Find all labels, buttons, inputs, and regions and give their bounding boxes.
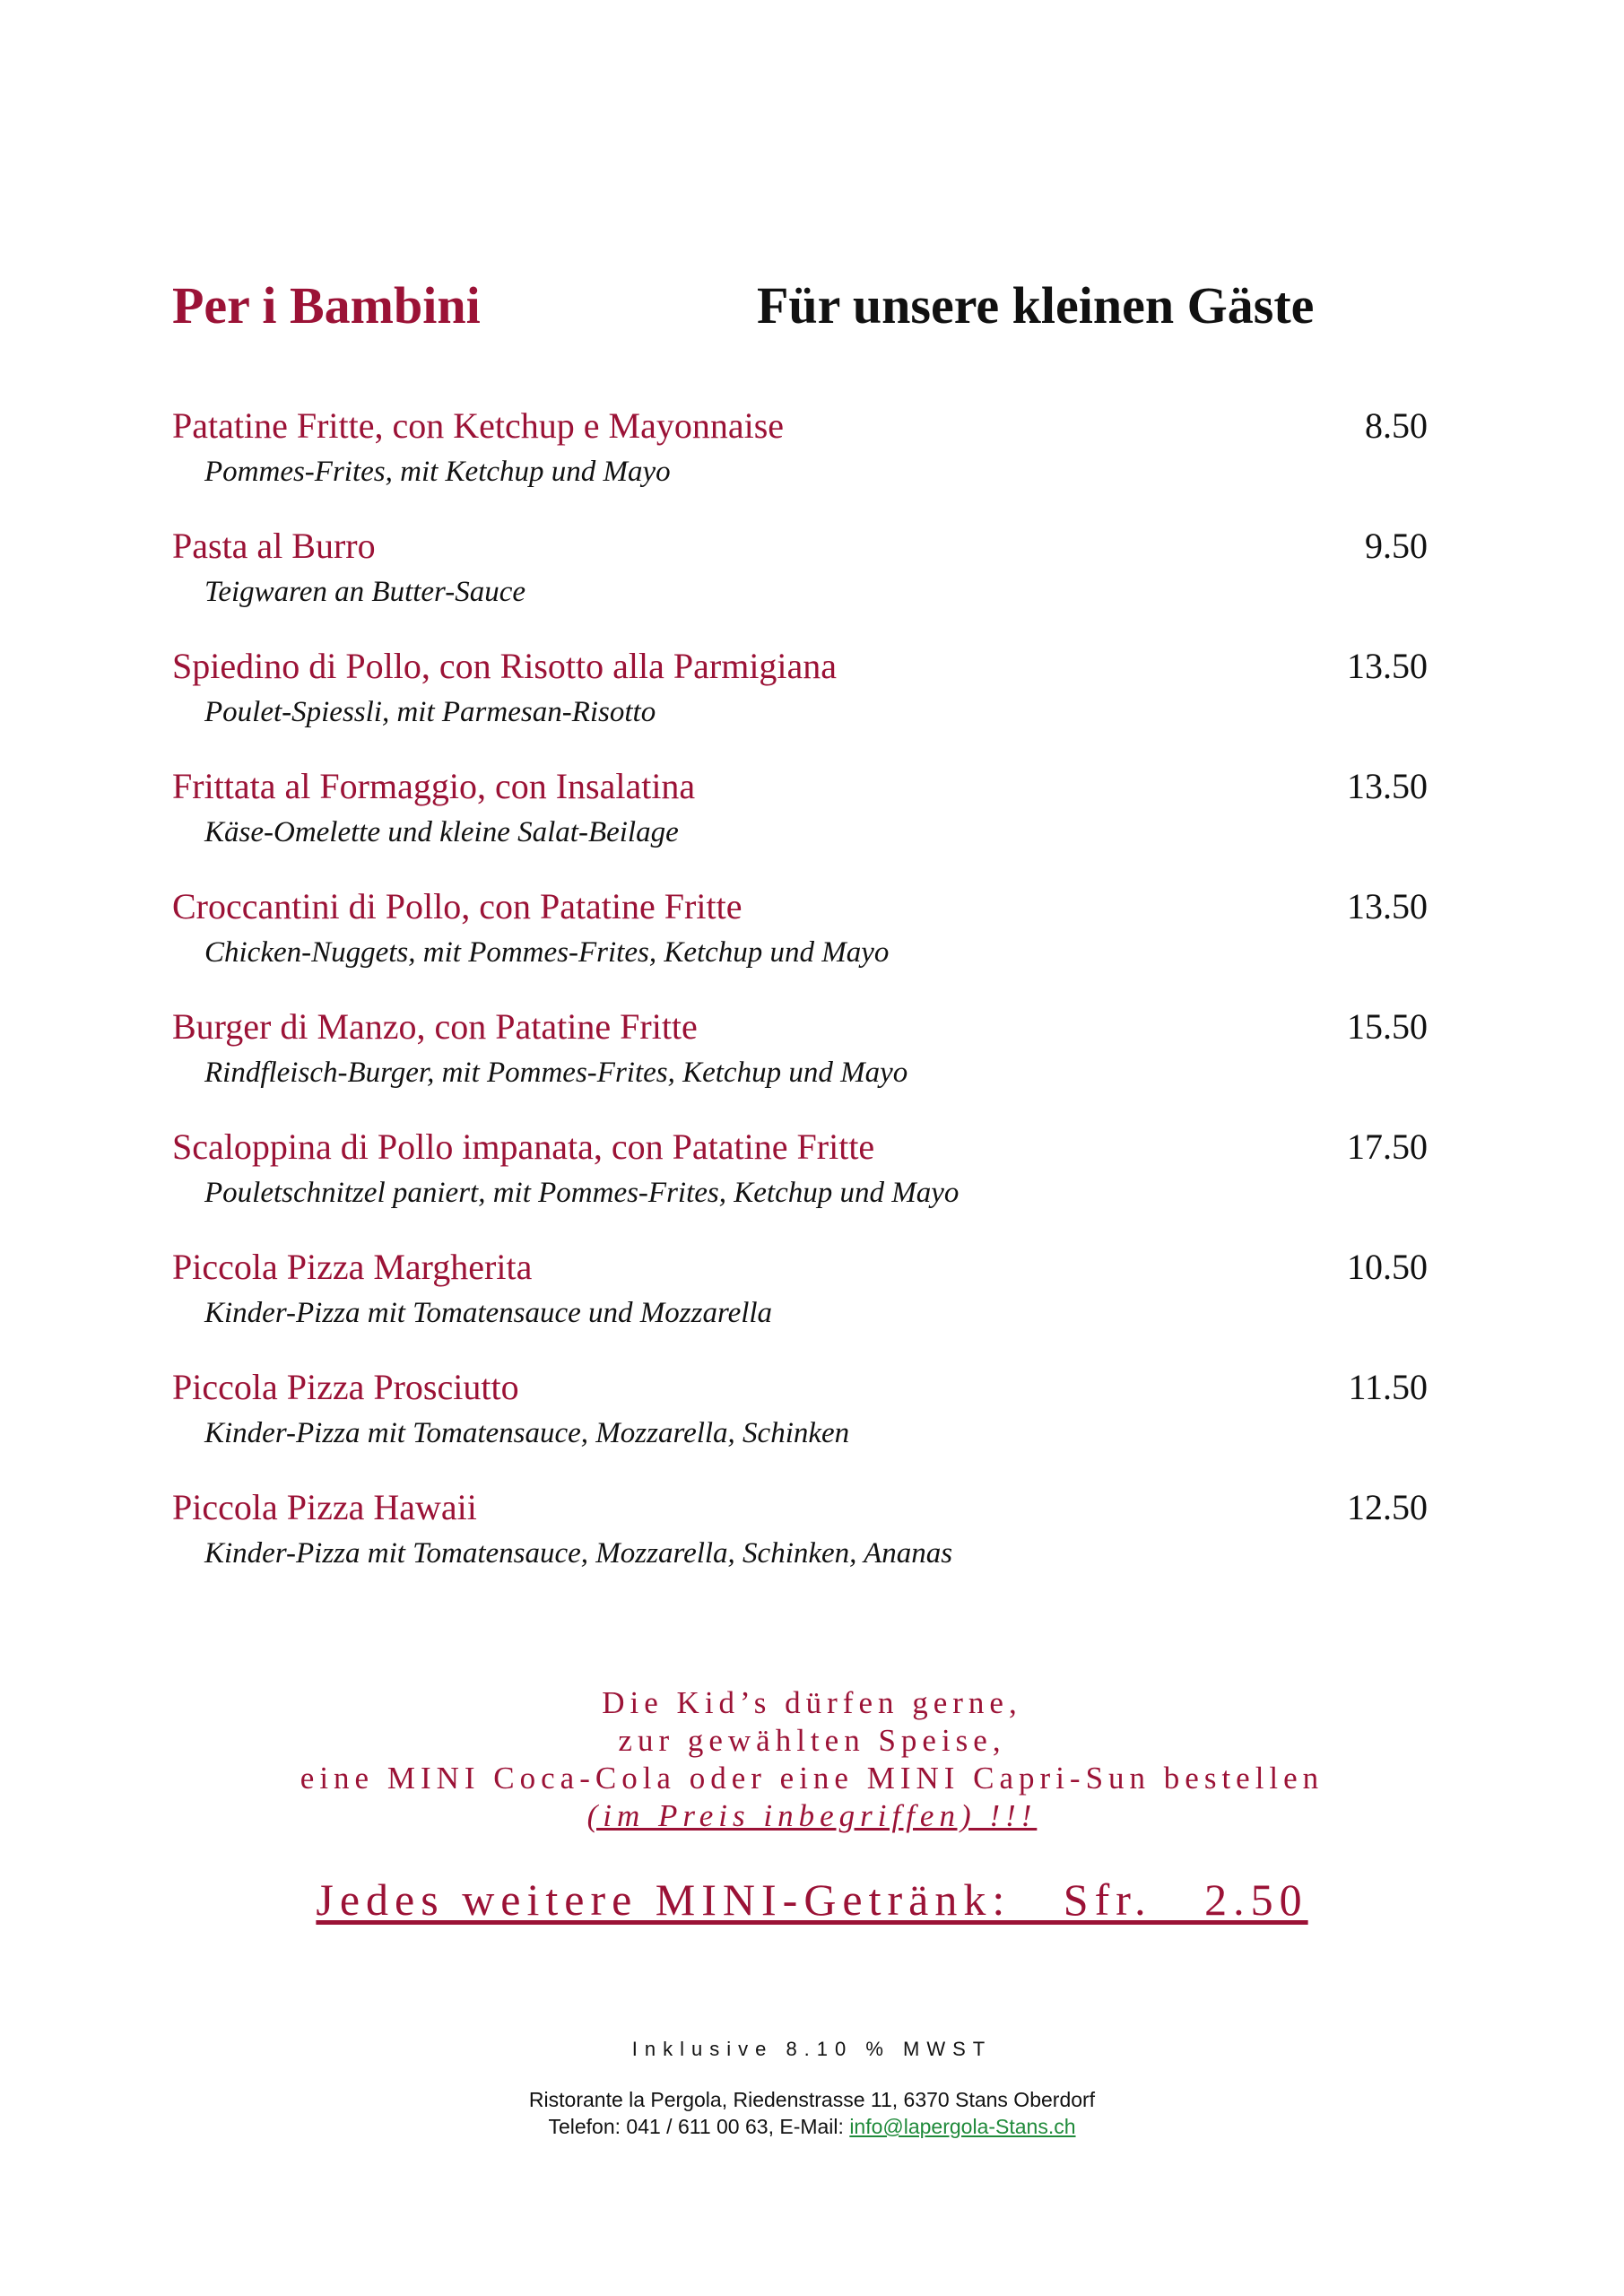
item-name: Piccola Pizza Margherita [172,1247,533,1287]
item-name: Pasta al Burro [172,526,376,566]
item-name: Patatine Fritte, con Ketchup e Mayonnaise [172,405,785,446]
item-description: Teigwaren an Butter-Sauce [204,576,526,608]
menu-item [172,1367,1428,1487]
item-name: Piccola Pizza Hawaii [172,1487,477,1527]
item-description: Rindfleisch-Burger, mit Pommes-Frites, Ketchup und Mayo [204,1057,908,1089]
menu-item [172,1006,1428,1126]
item-name: Burger di Manzo, con Patatine Fritte [172,1006,698,1047]
contact-prefix: Telefon: 041 / 611 00 63, E-Mail: [548,2115,850,2138]
menu-item [172,1247,1428,1367]
item-price: 13.50 [1347,646,1428,686]
item-price: 11.50 [1348,1367,1428,1407]
item-price: 13.50 [1347,886,1428,926]
item-description: Kinder-Pizza mit Tomatensauce und Mozzarella [204,1297,773,1329]
item-description: Kinder-Pizza mit Tomatensauce, Mozzarella, Schinken, Ananas [204,1537,953,1570]
item-name: Spiedino di Pollo, con Risotto alla Parmigiana [172,646,838,686]
page-title-italian: Per i Bambini [172,276,481,335]
item-price: 17.50 [1347,1126,1428,1167]
item-description: Pouletschnitzel paniert, mit Pommes-Frites, Ketchup und Mayo [204,1177,960,1209]
item-name: Croccantini di Pollo, con Patatine Fritte [172,886,743,926]
item-price: 10.50 [1347,1247,1428,1287]
item-description: Kinder-Pizza mit Tomatensauce, Mozzarella, Schinken [204,1417,850,1449]
menu-list [172,405,1428,1607]
item-description: Chicken-Nuggets, mit Pommes-Frites, Ketchup und Mayo [204,936,890,969]
item-price: 13.50 [1347,766,1428,806]
item-price: 9.50 [1365,526,1428,566]
note-line: eine MINI Coca-Cola oder eine MINI Capri-Sun bestellen [300,1761,1324,1796]
item-name: Scaloppina di Pollo impanata, con Patatine Fritte [172,1126,875,1167]
extra-drink-text: Jedes weitere MINI-Getränk: Sfr. 2.50 [316,1874,1308,1925]
item-name: Piccola Pizza Prosciutto [172,1367,519,1407]
note-line: Die Kid’s dürfen gerne, [602,1685,1022,1720]
menu-item [172,1126,1428,1247]
item-price: 12.50 [1347,1487,1428,1527]
menu-item [172,405,1428,526]
contact-line [0,2113,1624,2140]
address-line: Ristorante la Pergola, Riedenstrasse 11, 6370 Stans Oberdorf [528,2088,1096,2111]
page-title-german: Für unsere kleinen Gäste [757,276,1315,335]
menu-item [172,1487,1428,1607]
restaurant-address [0,2086,1624,2140]
note-line: zur gewählten Speise, [618,1723,1006,1758]
menu-item [172,766,1428,886]
extra-drink-price [0,1873,1624,1926]
item-description: Käse-Omelette und kleine Salat-Beilage [204,816,679,848]
menu-item [172,646,1428,766]
menu-item [172,886,1428,1006]
vat-note: Inklusive 8.10 % MWST [631,2038,993,2060]
item-description: Pommes-Frites, mit Ketchup und Mayo [204,456,671,488]
item-description: Poulet-Spiessli, mit Parmesan-Risotto [204,696,656,728]
email-link[interactable]: info@lapergola-Stans.ch [849,2115,1076,2138]
item-name: Frittata al Formaggio, con Insalatina [172,766,696,806]
note-included-text: (im Preis inbegriffen) !!! [586,1798,1038,1833]
menu-item [172,526,1428,646]
item-price: 8.50 [1365,405,1428,446]
kids-drink-note [0,1684,1624,1835]
item-price: 15.50 [1347,1006,1428,1047]
